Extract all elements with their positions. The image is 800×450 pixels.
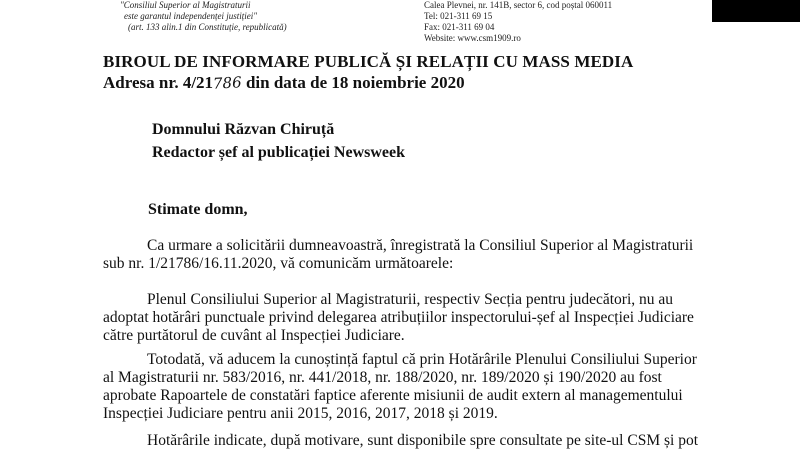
recipient-name: Domnului Răzvan Chiruță <box>152 121 335 138</box>
paragraph-line: Ca urmare a solicitării dumneavoastră, înregistrată la Consiliul Superior al Magistraturii <box>147 237 694 254</box>
paragraph-line: al Magistraturii nr. 583/2016, nr. 441/2018, nr. 188/2020, nr. 189/2020 și 190/2020 au fost <box>103 369 662 386</box>
address-line <box>103 73 465 93</box>
header-contact-line: Tel: 021-311 69 15 <box>424 11 493 21</box>
paragraph <box>103 237 763 273</box>
address-prefix: Adresa nr. 4/21 <box>103 73 214 92</box>
paragraph-line: Plenul Consiliului Superior al Magistraturii, respectiv Secția pentru judecători, nu au <box>147 291 674 308</box>
paragraph-line: Inspecției Judiciare pentru anii 2015, 2016, 2017, 2018 și 2019. <box>103 405 498 422</box>
document-title: BIROUL DE INFORMARE PUBLICĂ ȘI RELAȚII CU MASS MEDIA <box>103 52 634 71</box>
paragraph-line: Hotărârile indicate, după motivare, sunt disponibile spre consultate pe site-ul CSM și pot <box>147 432 698 449</box>
paragraph <box>103 291 763 345</box>
header-motto-line: (art. 133 alin.1 din Constituție, republicată) <box>128 22 287 32</box>
paragraph-line: sub nr. 1/21786/16.11.2020, vă comunicăm următoarele: <box>103 255 454 272</box>
header-contact-line: Calea Plevnei, nr. 141B, sector 6, cod poștal 060011 <box>424 0 613 10</box>
paragraph-line: adoptat hotărâri punctuale privind delegarea atribuțiilor inspectorului-șef al Inspecției Judiciare <box>103 309 694 326</box>
header-motto-line: este garantul independenței justiției" <box>124 11 258 21</box>
salutation: Stimate domn, <box>148 201 248 218</box>
header-contact <box>424 0 664 44</box>
paragraph-line: Totodată, vă aducem la cunoștință faptul că prin Hotărârile Plenului Consiliului Superior <box>147 351 697 368</box>
address-suffix: din data de 18 noiembrie 2020 <box>241 73 465 92</box>
paragraph-line: aprobate Rapoartele de constatări faptice aferente misiunii de audit extern al managementului <box>103 387 683 404</box>
paragraph-line: către purtătorul de cuvânt al Inspecției Judiciare. <box>103 327 405 344</box>
paragraph <box>103 351 763 423</box>
handwritten-number: 786 <box>212 73 243 93</box>
header-motto <box>120 0 360 33</box>
header-contact-line: Fax: 021-311 69 04 <box>424 22 495 32</box>
redaction-block <box>712 0 800 22</box>
header-contact-line: Website: www.csm1909.ro <box>424 33 521 43</box>
recipient-role: Redactor șef al publicației Newsweek <box>152 144 405 161</box>
paragraph <box>103 432 763 450</box>
header-motto-line: "Consiliul Superior al Magistraturii <box>120 0 251 10</box>
